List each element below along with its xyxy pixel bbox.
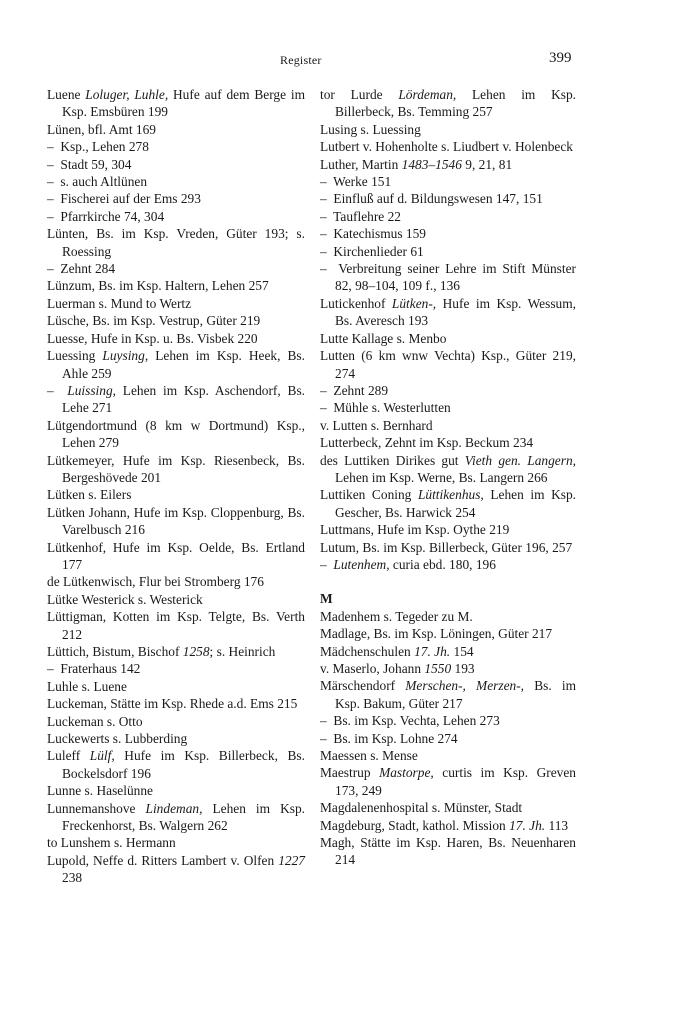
index-entry: Lüsche, Bs. im Ksp. Vestrup, Güter 219 [47, 313, 261, 329]
index-entry: Magdalenenhospital s. Münster, Stadt [320, 800, 523, 816]
index-entry: – Zehnt 284 [47, 261, 116, 277]
index-entry: Lunnemanshove Lindeman, Lehen im Ksp. Freckenhorst, Bs. Walgern 262 [47, 800, 305, 834]
index-entry: Lütken Johann, Hufe im Ksp. Cloppenburg, Bs. Varelbusch 216 [47, 504, 305, 538]
index-entry: – Lutenhem, curia ebd. 180, 196 [320, 556, 496, 572]
index-entry: des Luttiken Dirikes gut Vieth gen. Langern, Lehen im Ksp. Werne, Bs. Langern 266 [320, 452, 576, 485]
index-entry: Lutickenhof Lütken-, Hufe im Ksp. Wessum, Bs. Averesch 193 [320, 295, 576, 329]
index-entry: – s. auch Altlünen [47, 174, 148, 190]
index-entry: Lütkenhof, Hufe im Ksp. Oelde, Bs. Ertland 177 [47, 539, 305, 572]
index-entry: Magdeburg, Stadt, kathol. Mission 17. Jh. 113 [320, 817, 569, 833]
index-entry: Luesse, Hufe in Ksp. u. Bs. Visbek 220 [47, 330, 258, 346]
index-entry: Luerman s. Mund to Wertz [47, 295, 192, 311]
index-entry: – Fischerei auf der Ems 293 [47, 191, 201, 207]
index-entry: – Einfluß auf d. Bildungswesen 147, 151 [320, 191, 543, 207]
index-entry: – Pfarrkirche 74, 304 [47, 208, 165, 224]
index-entry: – Fraterhaus 142 [47, 661, 141, 677]
page-number: 399 [549, 50, 572, 66]
index-entry: v. Maserlo, Johann 1550 193 [320, 661, 475, 676]
index-column-right [320, 86, 576, 869]
index-entry: – Tauflehre 22 [320, 208, 401, 224]
index-entry: Lusing s. Luessing [320, 121, 421, 137]
index-entry: Lunne s. Haselünne [47, 783, 153, 799]
index-entry: – Verbreitung seiner Lehre im Stift Münster 82, 98–104, 109 f., 136 [320, 261, 576, 294]
section-heading-m: M [320, 591, 333, 607]
index-entry: Lutum, Bs. im Ksp. Billerbeck, Güter 196, 257 [320, 539, 573, 555]
index-entry: – Luissing, Lehen im Ksp. Aschendorf, Bs. Lehe 271 [47, 382, 306, 416]
index-entry: Lünzum, Bs. im Ksp. Haltern, Lehen 257 [47, 278, 269, 294]
index-entry: Lünten, Bs. im Ksp. Vreden, Güter 193; s. Roessing [47, 226, 305, 259]
index-entry: Luttiken Coning Lüttikenhus, Lehen im Ksp. Gescher, Bs. Harwick 254 [320, 487, 576, 520]
index-entry: Märschendorf Merschen-, Merzen-, Bs. im Ksp. Bakum, Güter 217 [320, 678, 576, 711]
running-head: Register [280, 53, 322, 67]
index-entry: Lütken s. Eilers [47, 487, 132, 503]
index-entry: Luckewerts s. Lubberding [47, 731, 188, 747]
index-entry: Maessen s. Mense [320, 748, 418, 764]
index-entry: Luessing Luysing, Lehen im Ksp. Heek, Bs. Ahle 259 [47, 348, 305, 381]
index-entry: Lütkemeyer, Hufe im Ksp. Riesenbeck, Bs. Bergeshövede 201 [47, 452, 305, 485]
index-entry: Lutten (6 km wnw Vechta) Ksp., Güter 219, 274 [320, 348, 576, 381]
index-entry: Lutte Kallage s. Menbo [320, 330, 447, 346]
index-entry: de Lütkenwisch, Flur bei Stromberg 176 [47, 574, 264, 590]
index-entry: to Lunshem s. Hermann [47, 835, 176, 851]
index-entry: Luene Loluger, Luhle, Hufe auf dem Berge im Ksp. Emsbüren 199 [47, 87, 306, 120]
index-entry: Luleff Lülf, Hufe im Ksp. Billerbeck, Bs. Bockelsdorf 196 [47, 748, 305, 781]
index-entry: Mädchenschulen 17. Jh. 154 [320, 643, 474, 659]
index-entry: Luhle s. Luene [47, 678, 127, 694]
index-entry: Luckeman s. Otto [47, 713, 143, 729]
index-entry: Lutbert v. Hohenholte s. Liudbert v. Holenbeck [320, 139, 573, 155]
index-entry: – Stadt 59, 304 [47, 156, 132, 172]
index-entry: Magh, Stätte im Ksp. Haren, Bs. Neuenharen 214 [320, 835, 576, 868]
index-entry: Madenhem s. Tegeder zu M. [320, 608, 473, 624]
index-entry: – Ksp., Lehen 278 [47, 139, 149, 155]
index-entry: Lüttigman, Kotten im Ksp. Telgte, Bs. Verth 212 [47, 609, 305, 642]
index-entry: Lünen, bfl. Amt 169 [47, 121, 156, 137]
index-entry: Lutterbeck, Zehnt im Ksp. Beckum 234 [320, 435, 534, 451]
index-entry: Lütgendortmund (8 km w Dortmund) Ksp., Lehen 279 [47, 417, 305, 451]
index-entry: Lupold, Neffe d. Ritters Lambert v. Olfen 1227 238 [47, 852, 305, 886]
index-entry: tor Lurde Lördeman, Lehen im Ksp. Billerbeck, Bs. Temming 257 [320, 87, 577, 120]
index-entry: – Zehnt 289 [320, 382, 389, 398]
index-entry: Lüttich, Bistum, Bischof 1258; s. Heinrich [47, 644, 276, 659]
index-entry: v. Lutten s. Bernhard [320, 417, 433, 433]
index-entry: – Katechismus 159 [320, 226, 426, 242]
index-entry: Madlage, Bs. im Ksp. Löningen, Güter 217 [320, 626, 553, 642]
index-entry: – Bs. im Ksp. Lohne 274 [320, 730, 458, 746]
index-entry: – Mühle s. Westerlutten [320, 400, 451, 416]
index-entry: Maestrup Mastorpe, curtis im Ksp. Greven 173, 249 [320, 765, 576, 798]
index-column-left [47, 86, 305, 887]
index-entry: Lütke Westerick s. Westerick [47, 591, 203, 607]
index-entry: Luttmans, Hufe im Ksp. Oythe 219 [320, 522, 510, 538]
index-entry: – Kirchenlieder 61 [320, 243, 424, 259]
index-entry: Luther, Martin 1483–1546 9, 21, 81 [320, 156, 513, 172]
index-entry: – Werke 151 [320, 174, 392, 190]
index-entry: Luckeman, Stätte im Ksp. Rhede a.d. Ems 215 [47, 696, 298, 712]
index-entry: – Bs. im Ksp. Vechta, Lehen 273 [320, 713, 500, 729]
